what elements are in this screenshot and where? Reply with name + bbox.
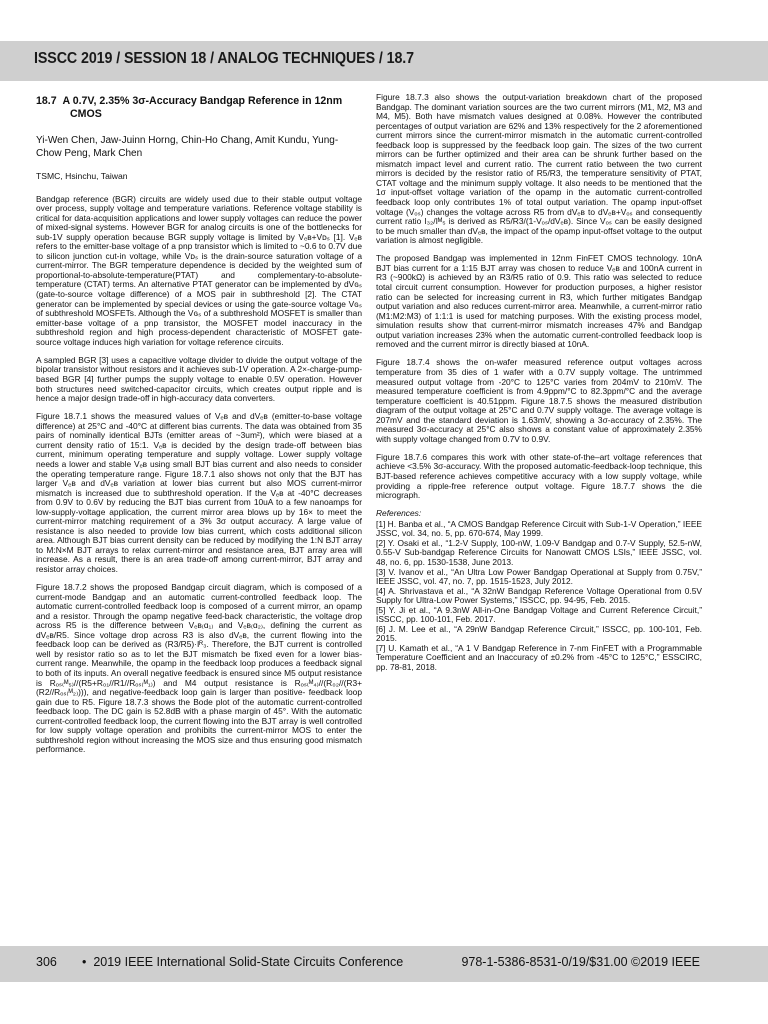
body-paragraph: Figure 18.7.1 shows the measured values of Vₑʙ and dVₑʙ (emitter-to-base voltage difference) at 25°C and -40°C at different bias currents. The data was obtained from 35 pairs of nominally identical BJTs (emitter areas of ~3um²), which were biased at a current density ratio of 15:1. Vₑʙ is decided by the design trade-off between bias current, minimum operating temperature and supply voltage. Lower supply voltage needs a lower and stable Vₑʙ using small BJT bias current and also needs to consider the operating temperature range. Figure 18.7.1 also shows not only that the BJT has larger Vₑʙ and dVₑʙ variation at lower bias current but also MOS current-mirror mismatch is increased due to subthreshold operation. If the Vₑʙ at -40°C decreases from 0.9V to 0.6V by reducing the BJT bias current from 10uA to a few nanoamps for low-supply-voltage application, the current mirror area blows up by 16× to meet the current-mirror matching requirement of a 3% 3σ output accuracy. A large value of resistance is also needed to provide low bias current, which costs additional silicon area. Although BJT bias current density can be reduced by modifying the 1:N BJT array to M:N×M BJT arrays to relax current-mirror and resistance area, BJT array area will increase. As a result, there is an area trade-off among current-mirror, BJT array and resistor array choices. [36, 411, 362, 574]
reference-item: [7] U. Kamath et al., “A 1 V Bandgap Reference in 7-nm FinFET with a Programmable Temperature Coefficient and an Inaccuracy of ±0.2% from -45°C to 125°C,” ESSCIRC, pp. 78-81, 2018. [376, 642, 702, 672]
isbn-copyright: 978-1-5386-8531-0/19/$31.00 ©2019 IEEE [461, 955, 700, 969]
page-number: 306 [36, 955, 57, 969]
left-column [36, 93, 362, 764]
body-paragraph: The proposed Bandgap was implemented in 12nm FinFET CMOS technology. 10nA BJT bias current for a 1:15 BJT array was chosen to reduce Vₑʙ and 100nA current in R3 (~900kΩ) is achieved by an R3/R5 ratio of 0.9. This ratio was selected to reduce total circuit current consumption. However for production purposes, a higher resistor ratio can be selected for increasing current in R3, which further mitigates Bandgap output variation and also reduces current-mirror area. Meanwhile, a current-mirror ratio (M1:M2:M3) of 1:1:1 is used for matching purposes. With the existing process model, simulation results show that current-mirror mismatch increases 47% and Bandgap output variation increases 23% when the automatic current-controlled feedback loop is removed and the current mirror is directly biased at 10nA. [376, 253, 702, 350]
body-paragraph: Figure 18.7.2 shows the proposed Bandgap circuit diagram, which is composed of a current-mode Bandgap and an automatic current-controlled feedback loop. The automatic current-controlled feedback loop is composed of a current mirror, an opamp and a resistor. Through the opamp negative feed-back characteristic, the voltage drop across R5 is the difference between Vₑʙ₍ɑ₁₎ and Vₑʙ₍ɑ₂₎, defining the current as dVₑʙ/R5. Since voltage drop across R3 is also dVₑʙ, the current flowing into the feedback loop can be derived as (R3/R5)·Iᴿ₃. Therefore, the BJT current is controlled well by resistor ratio so as to let the BJT mismatch be fixed even for a lower bias-current range. Meanwhile, the opamp in the feedback loop produces a feedback signal to both of its inputs. An overall negative feedback is ensured since M5 output resistance is Rₒₛ₍ᴹ₅₎//(R5+R₀₁//R1//Rₒₛ₍ᴹ₁₎) and M4 output resistance is Rₒₛ₍ᴹ₄₎//(R₀₂//(R3+(R2//Rₒₛ₍ᴹ₂₎))), and negative-feedback loop gain is larger than positive- feedback loop gain due to R5. Figure 18.7.3 shows the Bode plot of the automatic current-controlled feedback loop. The DC gain is 52.8dB with a phase margin of 45°. With the automatic current-controlled feedback loop, the current flowing into the BJT array is well controlled for low supply voltage operation and prohibits the current-mirror MOS to enter the subthreshold region without increasing the MOS size and thus ensuring good mismatch performance. [36, 582, 362, 755]
reference-item: [5] Y. Ji et al., “A 9.3nW All-in-One Bandgap Voltage and Current Reference Circuit,” ISSCC, pp. 100-101, Feb. 2017. [376, 604, 702, 625]
body-paragraph: A sampled BGR [3] uses a capacitive voltage divider to divide the output voltage of the bipolar transistor without resistors and it achieves sub-1V operation. A 2×-charge-pump-based BGR [4] further pumps the supply voltage to enable 0.5V operation. However both structures need switched-capacitor circuits, which creates output ripple and is hence a major design trade-off in high-accuracy data converters. [36, 354, 362, 404]
paper-affiliation: TSMC, Hsinchu, Taiwan [36, 171, 128, 181]
body-paragraph: Figure 18.7.6 compares this work with other state-of-the–art voltage references that achieve <3.5% 3σ-accuracy. With the proposed automatic-feedback-loop technique, this BJT-based reference achieves competitive accuracy with a low supply voltage, while providing a ripple-free reference output voltage. Figure 18.7.7 shows the die micrograph. [376, 451, 703, 501]
reference-item: [6] J. M. Lee et al., “A 29nW Bandgap Reference Circuit,” ISSCC, pp. 100-101, Feb. 2015. [376, 623, 702, 644]
body-paragraph: Bandgap reference (BGR) circuits are widely used due to their stable output voltage over process, supply voltage and temperature variations. Reference voltage stability is critical for data-acquisition applications and lower supply voltages can reduce the power of mixed-signal systems. However BGR for analog circuits is one of the bottlenecks for sub-1V supply operation because BGR supply voltage is limited by Vₑʙ+Vᴅₛ [1]. Vₑʙ refers to the emitter-base voltage of a pnp transistor which is limited to ~0.6 to 0.7V due to silicon junction cut-in voltage, while Vᴅₛ is the drain-source saturation voltage of a current-mirror. The BGR temperature dependence is decided by the weighted sum of proportional-to-absolute-temperature(PTAT) and complementary-to-absolute-temperature (CTAT) terms. An alternative PTAT generator can be implemented by dVɢₛ (gate-to-source voltage difference) of a MOS pair in subthreshold [2]. The CTAT generator can be implemented by special devices or using the gate-source voltage Vɢₛ of subthreshold MOSFETs. Although the Vɢₛ of a subthreshold MOSFET is smaller than emitter-base voltage of a pnp transistor, the MOSFET model inaccuracy in the subthreshold region and high process-dependent characteristic of MOSFET gate-source voltage induces high variation for voltage reference circuits. [36, 193, 362, 347]
header-title: ISSCC 2019 / SESSION 18 / ANALOG TECHNIQUES / 18.7 [34, 50, 415, 67]
reference-item: [3] V. Ivanov et al., “An Ultra Low Power Bandgap Operational at Supply from 0.75V,” IEEE JSSC, vol. 47, no. 7, pp. 1515-1523, July 2012. [376, 566, 702, 587]
paper-authors: Yi-Wen Chen, Jaw-Juinn Horng, Chin-Ho Chang, Amit Kundu, Yung-Chow Peng, Mark Chen [36, 135, 339, 159]
reference-item: [4] A. Shrivastava et al., “A 32nW Bandgap Reference Voltage Operational from 0.5V Supply for Ultra-Low Power Systems,” ISSCC, pp. 94-95, Feb. 2015. [376, 585, 702, 606]
body-paragraph: Figure 18.7.4 shows the on-wafer measured reference output voltages across temperature from 35 dies of 1 wafer with a 0.7V supply voltage. The untrimmed measured output voltage from -20°C to 125°C varies from 204mV to 210mV. The measured temperature coefficient is from 4.9ppm/°C to 82.3ppm/°C and the average temperature coefficient is 40.51ppm. Figure 18.7.5 shows the measured distribution diagram of the output voltage at 25°C and 0.7V supply voltage. The average voltage is 207mV and the standard deviation is 1.63mV, showing a 3σ-accuracy of 2.35%. The measured 3σ-accuracy at 25°C also shows a constant value of approximately 2.35% with supply voltage changed from 0.7V to 0.9V. [376, 357, 702, 444]
page-header [0, 41, 768, 81]
body-paragraph: Figure 18.7.3 also shows the output-variation breakdown chart of the proposed Bandgap. The dominant variation sources are the two current mirrors (M1, M2, M3 and M4, M5). Both have mismatch values designed at 0.08%. However the contributed percentages of output variation are 62% and 13% respectively for the 2 aforementioned current mirrors since the current-mirror mismatch in the automatic current-controlled feedback loop is suppressed by the feedback loop gain. The sizes of the two current mirrors can be further optimized and their area can be shrunk further based on the mismatch impact level and current ratio. The current ratio between the two current mirrors is decided by the resistor ratio of R5/R3, the temperature sensitivity of PTAT, CTAT voltage and the minimum supply voltage. It also needs to be mentioned that the 1σ input-offset voltage variation of the opamp in the automatic current-controlled feedback loop only contributes 1% of total output variation. The opamp input-offset voltage (Vₒₛ) changes the voltage across R5 from dVₑʙ to dVₑʙ+Vₒₛ and consequently current ratio I₃₂/Iᴹ₅ is derived as R5/R3/(1-Vₒₛ/dVₑʙ). Since Vₒₛ can be easily designed to be much smaller than dVₑʙ, the impact of the opamp input-offset voltage to the output variation is almost negligible. [376, 92, 702, 246]
references-heading: References: [376, 508, 422, 519]
page-footer [0, 946, 768, 982]
reference-item: [2] Y. Osaki et al., “1.2-V Supply, 100-nW, 1.09-V Bandgap and 0.7-V Supply, 52.5-nW, 0.55-V Sub-bandgap Reference Circuits for Nanowatt CMOS LSIs,” IEEE JSSC, vol. 48, no. 6, pp. 1530-1538, June 2013. [376, 537, 702, 567]
reference-item: [1] H. Banba et al., “A CMOS Bandgap Reference Circuit with Sub-1-V Operation,” IEEE JSSC, vol. 34, no. 5, pp. 670-674, May 1999. [376, 518, 702, 539]
right-column [376, 93, 702, 673]
paper-title: 18.7 A 0.7V, 2.35% 3σ-Accuracy Bandgap Reference in 12nm CMOS [36, 95, 343, 120]
conference-name: • 2019 IEEE International Solid-State Circuits Conference [82, 955, 404, 969]
